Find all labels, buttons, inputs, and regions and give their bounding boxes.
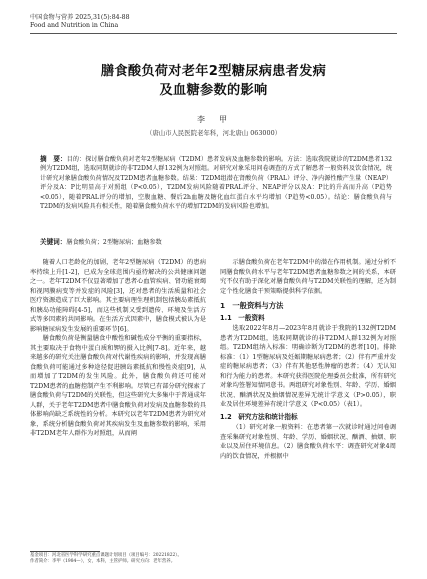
keywords (40, 238, 392, 247)
title-line-2: 及血糖参数的影响 (159, 83, 268, 98)
intro-paragraph-2: 膳食酸负荷是衡量膳食中酸性和碱性成分平衡的重要指标，其主要取决于食物中蛋白质和钾的摄入比例[7-8]。近年来，越来越多的研究关注膳食酸负荷对代谢性疾病的影响，并发现高膳食酸负荷可能通过多种途径促进胰岛素抵抗和慢性炎症[9]，从而增加了T2DM的发生风险。此外，膳食酸负荷还可能对T2DM患者的血糖控制产生不利影响。尽管已有部分研究探索了膳食酸负荷与T2DM的关联性，但这些研究大多集中于普通成年人群，关于老年T2DM患者中膳食酸负荷对发病及血糖参数的具体影响尚缺乏系统性的分析。本研究以老年T2DM患者为研究对象，系统分析膳食酸负荷对其疾病发生及血糖参数的影响，采用非T2DM老年人群作为对照组，从而阐 (30, 335, 206, 437)
section-heading-1: 1 一般资料与方法 (220, 301, 284, 310)
keywords-text: 膳食酸负荷；2型糖尿病；血糖参数 (66, 239, 162, 246)
abstract-text: 目的：探讨膳食酸负荷对老年2型糖尿病（T2DM）患者发病及血糖参数的影响。方法：选取我院就诊的T2DM患者132例为T2DM组，选取同期就诊的非T2DM人群132例为对照组。对研究对象采用问卷调查的方式了解患者一般资料及饮食情况，统计研究对象膳食酸负荷情况及T2DM患者血糖参数。结果：T2DM组潜在肾酸负荷（PRAL）评分、净内源性酸产生量（NEAP）评分及A：P比明显高于对照组（P<0.05），T2DM发病风险随着PRAL评分、NEAP评分以及A：P比的升高而升高（P趋势<0.05），随着PRAL评分的增加，空腹血糖、餐后2h血糖及糖化血红蛋白水平均增加（P趋势<0.05）。结论：膳食酸负荷与T2DM的发病风险具有相关性，随着膳食酸负荷水平的增加T2DM的发病风险也增加。 (40, 156, 392, 211)
journal-name-cn: 中国食物与营养 2025,31(5):84-88 (30, 14, 130, 21)
subsection-heading-1-1: 1.1 一般资料 (220, 313, 265, 322)
abstract (40, 155, 392, 211)
footnote-divider (30, 551, 100, 552)
header-divider (30, 33, 397, 34)
body-column-left (30, 258, 206, 439)
footnote (30, 553, 210, 565)
author-affiliation: （唐山市人民医院老年科，河北唐山 063000） (145, 129, 282, 137)
body-column-right (220, 258, 396, 461)
article-title (0, 62, 427, 100)
keywords-label: 关键词： (40, 238, 67, 246)
intro-paragraph-1: 随着人口老龄化的加剧，老年2型糖尿病（T2DM）的患病率持续上升[1-2]，已成为全球范围内亟待解决的公共健康问题之一。老年T2DM不仅显著增加了患者心血管疾病、肾功能衰竭和视网膜病变等并发症的风险[3]，还对患者的生活质量和社会医疗资源造成了巨大影响。其主要病理生理机制包括胰岛素抵抗和胰岛功能障碍[4-5]，而这些机制又受到遗传、环境及生活方式等多因素的共同影响。在生活方式因素中，膳食模式被认为是影响糖尿病发生发展的重要环节[6]。 (30, 259, 206, 333)
methods-paragraph: （1）研究对象一般资料：在患者第一次就诊时通过问卷调查采集研究对象性别、年龄、学历、婚姻状况、酗酒、抽烟、职业以及居住环境信息。（2）膳食酸负荷水平：调查研究对象4周内的饮食情况，并根据中 (220, 424, 396, 460)
journal-name-en: Food and Nutrition in China (30, 22, 119, 29)
general-data-paragraph: 选取2022年8月—2023年8月就诊于我院的132例T2DM患者为T2DM组，选取同期就诊的非T2DM人群132例为对照组。T2DM组纳入标准：明确诊断为T2DM的患者[10]。排除标准：（1）1型糖尿病及妊娠期糖尿病患者；（2）伴有严重并发症的糖尿病患者；（3）伴有其他恶性肿瘤的患者；（4）无认知和行为能力的患者。本研究获得医院伦理委员会批准，所有研究对象均签署知情同意书。两组研究对象性别、年龄、学历、婚姻状况、酗酒状况及抽烟情况差异无统计学意义（P>0.05），职业及居住环境差异有统计学意义（P<0.05）（表1）。 (220, 325, 396, 408)
footnote-funding: 基金项目：河北省医学科学研究重点课题计划项目（项目编号：20221822）。 (30, 553, 182, 558)
title-line-1: 膳食酸负荷对老年2型糖尿病患者发病 (100, 64, 327, 79)
footnote-author-bio: 作者简介：李甲（1984—），女，本科，主管护师。研究方向：老年营养。 (30, 559, 176, 564)
journal-header (30, 14, 130, 30)
subsection-heading-1-2: 1.2 研究方法和统计指标 (220, 412, 298, 421)
author-name: 李 甲 (197, 115, 230, 124)
abstract-label: 摘 要： (40, 155, 67, 163)
intro-paragraph-3: 示膳食酸负荷在老年T2DM中的潜在作用机制。通过分析不同膳食酸负荷水平与老年T2DM患者血糖参数之间的关系，本研究不仅有助于深化对膳食酸负荷与T2DM关联性的理解，还为制定个性化膳食干预策略提供科学依据。 (220, 259, 396, 295)
